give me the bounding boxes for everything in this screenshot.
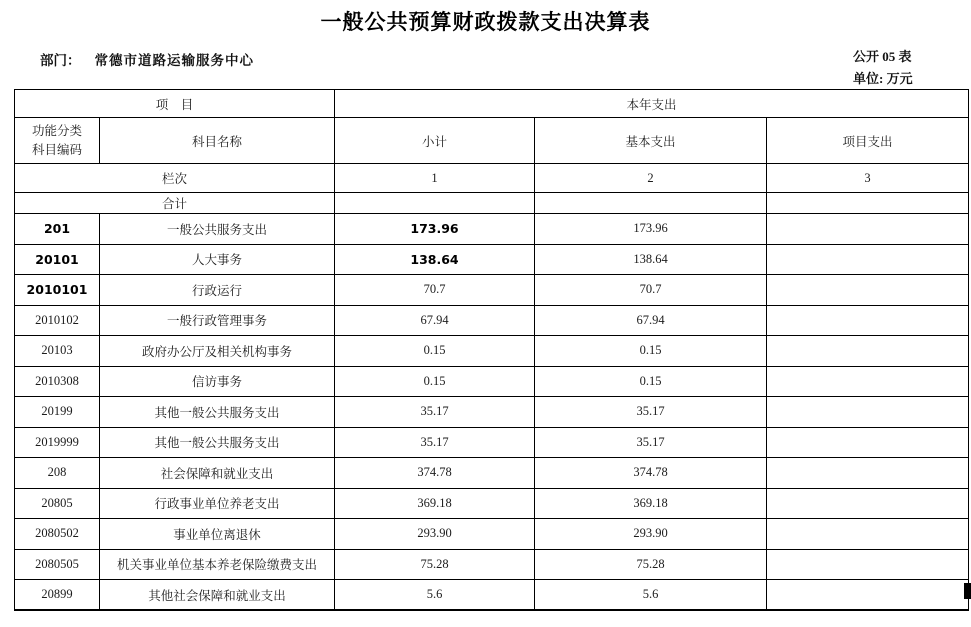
table-row: [15, 397, 969, 428]
cell-function-code: 2010308: [15, 366, 100, 397]
department-label: 部门：: [40, 53, 81, 68]
cell-function-code: 2019999: [15, 427, 100, 458]
cell-project-expenditure: [767, 397, 969, 428]
cell-basic-expenditure: 67.94: [535, 305, 767, 336]
cell-subject-name: 其他社会保障和就业支出: [100, 580, 335, 611]
cell-project-expenditure: [767, 549, 969, 580]
cell-project-expenditure: [767, 214, 969, 245]
cell-subject-name: 行政事业单位养老支出: [100, 488, 335, 519]
cell-basic-expenditure: 75.28: [535, 549, 767, 580]
cell-subject-name: 其他一般公共服务支出: [100, 427, 335, 458]
cell-function-code: 201: [15, 214, 100, 245]
header-group-row: [15, 90, 969, 118]
scan-artifact: [964, 583, 971, 599]
cell-basic-expenditure: 0.15: [535, 366, 767, 397]
cell-subject-name: 一般公共服务支出: [100, 214, 335, 245]
table-row: [15, 580, 969, 611]
cell-basic-expenditure: 173.96: [535, 214, 767, 245]
cell-subject-name: 人大事务: [100, 244, 335, 275]
table-row: [15, 214, 969, 245]
header-current-year-group: 本年支出: [335, 90, 969, 118]
cell-project-expenditure: [767, 580, 969, 611]
cell-project-expenditure: [767, 519, 969, 550]
cell-subtotal: 369.18: [335, 488, 535, 519]
cell-subject-name: 政府办公厅及相关机构事务: [100, 336, 335, 367]
cell-function-code: 20805: [15, 488, 100, 519]
cell-function-code: 2080505: [15, 549, 100, 580]
department-line: [40, 49, 254, 69]
column-index-1: 1: [335, 164, 535, 193]
cell-subtotal: 138.64: [335, 244, 535, 275]
cell-subtotal: 5.6: [335, 580, 535, 611]
cell-function-code: 20103: [15, 336, 100, 367]
cell-subtotal: 173.96: [335, 214, 535, 245]
table-row: [15, 244, 969, 275]
cell-function-code: 20899: [15, 580, 100, 611]
cell-subject-name: 社会保障和就业支出: [100, 458, 335, 489]
cell-project-expenditure: [767, 275, 969, 306]
form-meta: [853, 46, 913, 90]
header-project-expenditure: 项目支出: [767, 118, 969, 164]
cell-project-expenditure: [767, 458, 969, 489]
cell-subtotal: 0.15: [335, 366, 535, 397]
header-function-code: [15, 118, 100, 164]
cell-subject-name: 一般行政管理事务: [100, 305, 335, 336]
cell-function-code: 2080502: [15, 519, 100, 550]
cell-project-expenditure: [767, 305, 969, 336]
unit-label: 单位: 万元: [853, 71, 913, 86]
header-columns-row: [15, 118, 969, 164]
cell-basic-expenditure: 374.78: [535, 458, 767, 489]
total-label: 合计: [15, 193, 335, 214]
cell-basic-expenditure: 5.6: [535, 580, 767, 611]
table-row: [15, 488, 969, 519]
table-row: [15, 336, 969, 367]
column-index-2: 2: [535, 164, 767, 193]
cell-function-code: 208: [15, 458, 100, 489]
total-project: [767, 193, 969, 214]
cell-subtotal: 0.15: [335, 336, 535, 367]
table-row: [15, 275, 969, 306]
cell-subtotal: 374.78: [335, 458, 535, 489]
table-row: [15, 549, 969, 580]
department-value: 常德市道路运输服务中心: [94, 53, 254, 68]
cell-subject-name: 信访事务: [100, 366, 335, 397]
header-code-line1: 功能分类: [31, 124, 82, 139]
cell-function-code: 20101: [15, 244, 100, 275]
header-subject-name: 科目名称: [100, 118, 335, 164]
cell-basic-expenditure: 70.7: [535, 275, 767, 306]
cell-subtotal: 35.17: [335, 427, 535, 458]
cell-project-expenditure: [767, 244, 969, 275]
total-subtotal: [335, 193, 535, 214]
cell-subtotal: 293.90: [335, 519, 535, 550]
header-subtotal: 小计: [335, 118, 535, 164]
total-basic: [535, 193, 767, 214]
cell-basic-expenditure: 293.90: [535, 519, 767, 550]
table-row: [15, 305, 969, 336]
cell-basic-expenditure: 0.15: [535, 336, 767, 367]
column-index-row: [15, 164, 969, 193]
table-row: [15, 519, 969, 550]
header-project-group: 项 目: [15, 90, 335, 118]
cell-basic-expenditure: 138.64: [535, 244, 767, 275]
form-number: 公开 05 表: [853, 49, 912, 64]
cell-subtotal: 70.7: [335, 275, 535, 306]
cell-function-code: 2010101: [15, 275, 100, 306]
cell-subtotal: 75.28: [335, 549, 535, 580]
cell-project-expenditure: [767, 488, 969, 519]
cell-function-code: 20199: [15, 397, 100, 428]
cell-subject-name: 机关事业单位基本养老保险缴费支出: [100, 549, 335, 580]
header-basic-expenditure: 基本支出: [535, 118, 767, 164]
column-index-label: 栏次: [15, 164, 335, 193]
cell-basic-expenditure: 35.17: [535, 397, 767, 428]
cell-project-expenditure: [767, 366, 969, 397]
table-row: [15, 458, 969, 489]
cell-project-expenditure: [767, 427, 969, 458]
cell-basic-expenditure: 35.17: [535, 427, 767, 458]
table-row: [15, 366, 969, 397]
cell-function-code: 2010102: [15, 305, 100, 336]
cell-subtotal: 35.17: [335, 397, 535, 428]
cell-basic-expenditure: 369.18: [535, 488, 767, 519]
table-row: [15, 427, 969, 458]
page-title: 一般公共预算财政拨款支出决算表: [320, 10, 651, 34]
header-code-line2: 科目编码: [31, 142, 82, 157]
budget-expenditure-table: [14, 89, 969, 611]
cell-project-expenditure: [767, 336, 969, 367]
total-row: [15, 193, 969, 214]
cell-subtotal: 67.94: [335, 305, 535, 336]
column-index-3: 3: [767, 164, 969, 193]
cell-subject-name: 行政运行: [100, 275, 335, 306]
cell-subject-name: 事业单位离退休: [100, 519, 335, 550]
cell-subject-name: 其他一般公共服务支出: [100, 397, 335, 428]
